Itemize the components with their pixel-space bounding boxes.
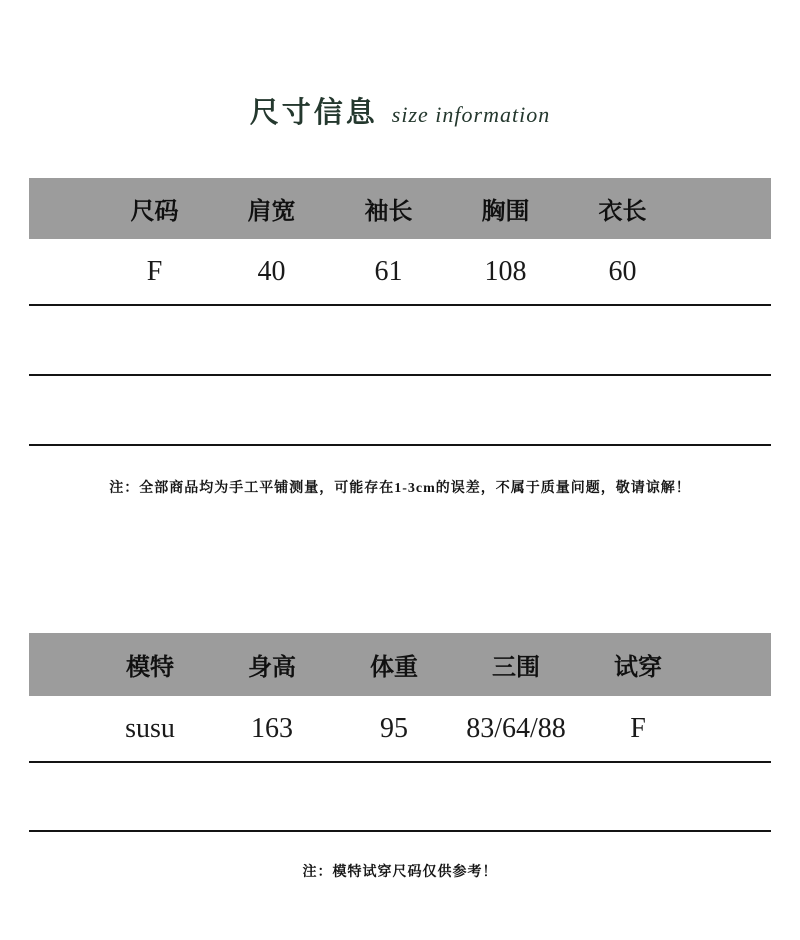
model-value-name: susu bbox=[125, 712, 175, 744]
size-table-data-row bbox=[29, 239, 771, 306]
page-title bbox=[0, 0, 800, 131]
size-table-header-sleeve: 袖长 bbox=[364, 199, 413, 225]
model-table-header-tryon: 试穿 bbox=[614, 655, 662, 681]
model-table bbox=[29, 633, 771, 832]
size-value-size: F bbox=[146, 255, 163, 287]
model-table-data-row bbox=[29, 696, 771, 763]
model-table-header-model: 模特 bbox=[126, 655, 174, 681]
size-table-empty-row bbox=[29, 376, 771, 446]
model-value-weight: 95 bbox=[380, 712, 408, 744]
size-table-header-size: 尺码 bbox=[130, 199, 179, 225]
model-table-header-row bbox=[29, 633, 771, 696]
size-value-bust: 108 bbox=[484, 255, 527, 287]
size-value-shoulder: 40 bbox=[257, 255, 286, 287]
size-table-header-length: 衣长 bbox=[598, 199, 647, 225]
model-table-header-height: 身高 bbox=[248, 655, 296, 681]
model-note: 注：模特试穿尺码仅供参考！ bbox=[302, 865, 498, 880]
size-value-sleeve: 61 bbox=[374, 255, 403, 287]
size-table-header-shoulder: 肩宽 bbox=[247, 199, 296, 225]
model-table-header-weight: 体重 bbox=[370, 655, 418, 681]
size-value-length: 60 bbox=[608, 255, 637, 287]
size-table-header-bust: 胸围 bbox=[481, 199, 530, 225]
size-table bbox=[29, 178, 771, 446]
size-table-empty-row bbox=[29, 306, 771, 376]
model-value-height: 163 bbox=[251, 712, 293, 744]
model-value-tryon: F bbox=[630, 712, 646, 744]
model-table-header-measurements: 三围 bbox=[492, 655, 540, 681]
page-title-english: size information bbox=[391, 102, 551, 127]
page-title-chinese: 尺寸信息 bbox=[249, 97, 378, 129]
size-table-header-row bbox=[29, 178, 771, 239]
model-table-empty-row bbox=[29, 763, 771, 832]
measurement-note: 注：全部商品均为手工平铺测量，可能存在1-3cm的误差，不属于质量问题，敬请谅解！ bbox=[109, 481, 691, 496]
model-value-measurements: 83/64/88 bbox=[466, 712, 566, 744]
